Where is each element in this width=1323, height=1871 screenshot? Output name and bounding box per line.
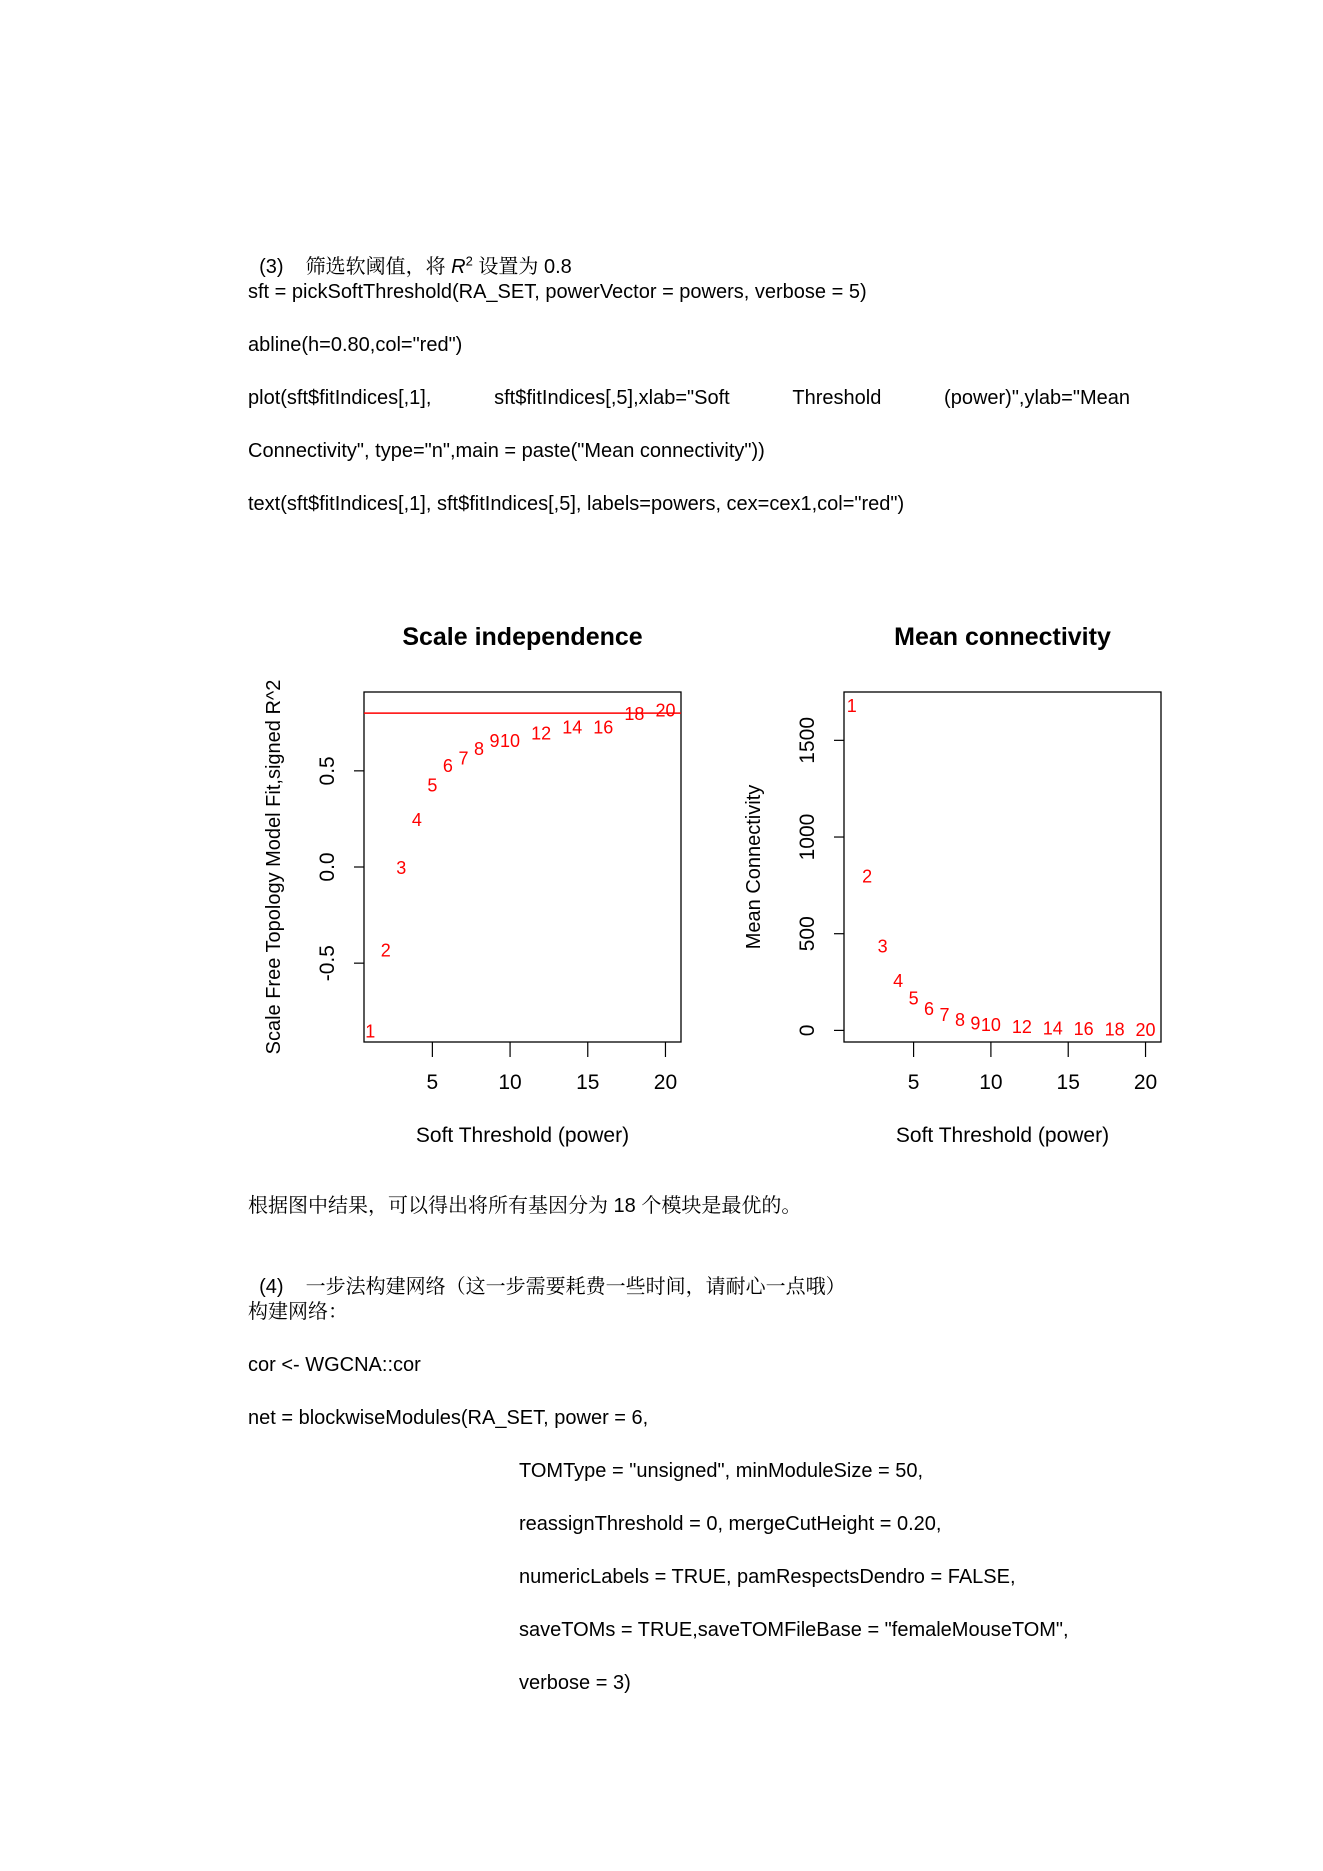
- x-tick-label: 15: [576, 1071, 600, 1094]
- y-tick-label: 0.5: [316, 756, 339, 786]
- code-line: Connectivity", type="n",main = paste("Mean connectivity")): [248, 440, 765, 462]
- code-line-justified: [248, 384, 1130, 412]
- data-point-label: 20: [1135, 1020, 1156, 1041]
- figure: [248, 600, 1188, 1160]
- data-point-label: 18: [624, 704, 645, 725]
- data-point-label: 20: [655, 700, 676, 721]
- conclusion-text: 根据图中结果，可以得出将所有基因分为 18 个模块是最优的。: [248, 1195, 802, 1217]
- y-tick-label: 1000: [796, 813, 819, 861]
- code-fragment: sft$fitIndices[,5],xlab="Soft: [494, 387, 730, 409]
- chart-title: Scale independence: [402, 623, 643, 651]
- code-line: cor <- WGCNA::cor: [248, 1354, 421, 1376]
- y-tick-label: 1500: [796, 716, 819, 764]
- data-point-label: 12: [531, 723, 552, 744]
- x-tick-label: 15: [1056, 1071, 1080, 1094]
- section-text: 一步法构建网络（这一步需要耗费一些时间，请耐心一点哦）: [305, 1276, 846, 1298]
- x-tick-label: 10: [498, 1071, 522, 1094]
- data-point-label: 6: [924, 999, 935, 1020]
- data-point-label: 9: [489, 731, 500, 752]
- data-point-label: 8: [954, 1009, 965, 1030]
- data-point-label: 3: [877, 936, 888, 957]
- r-symbol: R: [451, 256, 466, 278]
- section-3-heading: [248, 225, 572, 281]
- y-tick-label: 0: [796, 1024, 819, 1037]
- section-text-before: 筛选软阈值，将: [305, 256, 452, 278]
- chart-title: Mean connectivity: [894, 623, 1111, 651]
- data-point-label: 16: [593, 717, 614, 738]
- section-number: (3): [259, 256, 284, 278]
- data-point-label: 5: [427, 775, 438, 796]
- data-point-label: 1: [846, 696, 857, 717]
- section-number: (4): [259, 1276, 284, 1298]
- data-point-label: 10: [980, 1015, 1001, 1036]
- x-tick-label: 20: [1133, 1071, 1158, 1094]
- superscript: 2: [465, 253, 473, 269]
- data-point-label: 6: [442, 756, 453, 777]
- data-point-label: 7: [458, 748, 469, 769]
- code-fragment: Threshold: [792, 387, 882, 409]
- x-tick-label: 5: [907, 1071, 920, 1094]
- y-tick-label: -0.5: [316, 945, 339, 982]
- x-tick-label: 5: [426, 1071, 439, 1094]
- data-point-label: 2: [862, 866, 873, 887]
- data-point-label: 18: [1104, 1019, 1125, 1040]
- code-line: sft = pickSoftThreshold(RA_SET, powerVector = powers, verbose = 5): [248, 281, 867, 303]
- code-line: net = blockwiseModules(RA_SET, power = 6,: [248, 1407, 649, 1429]
- y-tick-label: 500: [796, 916, 819, 952]
- data-point-label: 7: [939, 1004, 950, 1025]
- section-text-after: 设置为 0.8: [472, 256, 572, 278]
- data-point-label: 5: [908, 988, 919, 1009]
- y-axis-label: Mean Connectivity: [743, 784, 765, 950]
- x-tick-label: 20: [653, 1071, 678, 1094]
- code-fragment: (power)",ylab="Mean: [944, 387, 1130, 409]
- code-line-indented: saveTOMs = TRUE,saveTOMFileBase = "femaleMouseTOM",: [519, 1619, 1069, 1641]
- code-line-indented: numericLabels = TRUE, pamRespectsDendro = FALSE,: [519, 1566, 1016, 1588]
- data-point-label: 3: [396, 858, 407, 878]
- data-point-label: 4: [893, 971, 904, 992]
- plot-frame: [364, 692, 681, 1042]
- y-axis-label: Scale Free Topology Model Fit,signed R^2: [263, 679, 285, 1055]
- data-point-label: 12: [1011, 1017, 1032, 1038]
- data-point-label: 8: [473, 738, 484, 759]
- chart-mean-connectivity: [743, 623, 1161, 1147]
- code-line: text(sft$fitIndices[,1], sft$fitIndices[,5], labels=powers, cex=cex1,col="red"): [248, 493, 905, 515]
- x-axis-label: Soft Threshold (power): [415, 1124, 630, 1147]
- data-point-label: 16: [1073, 1019, 1094, 1040]
- data-point-label: 2: [380, 940, 391, 961]
- data-point-label: 10: [500, 731, 521, 752]
- y-tick-label: 0.0: [316, 852, 339, 882]
- data-point-label: 14: [1042, 1018, 1063, 1039]
- code-line-indented: TOMType = "unsigned", minModuleSize = 50,: [519, 1460, 924, 1482]
- x-tick-label: 10: [979, 1071, 1003, 1094]
- data-point-label: 1: [365, 1021, 376, 1042]
- code-line-indented: verbose = 3): [519, 1672, 631, 1694]
- chart-scale-independence: [263, 623, 681, 1147]
- code-line: abline(h=0.80,col="red"): [248, 334, 463, 356]
- build-network-label: 构建网络：: [248, 1301, 348, 1323]
- data-point-label: 9: [970, 1013, 981, 1034]
- section-4-heading: [248, 1245, 846, 1301]
- data-point-label: 4: [411, 809, 422, 830]
- plot-frame: [844, 692, 1161, 1042]
- data-point-label: 14: [562, 717, 583, 738]
- x-axis-label: Soft Threshold (power): [895, 1124, 1110, 1147]
- code-fragment: plot(sft$fitIndices[,1],: [248, 387, 432, 409]
- code-line-indented: reassignThreshold = 0, mergeCutHeight = 0.20,: [519, 1513, 942, 1535]
